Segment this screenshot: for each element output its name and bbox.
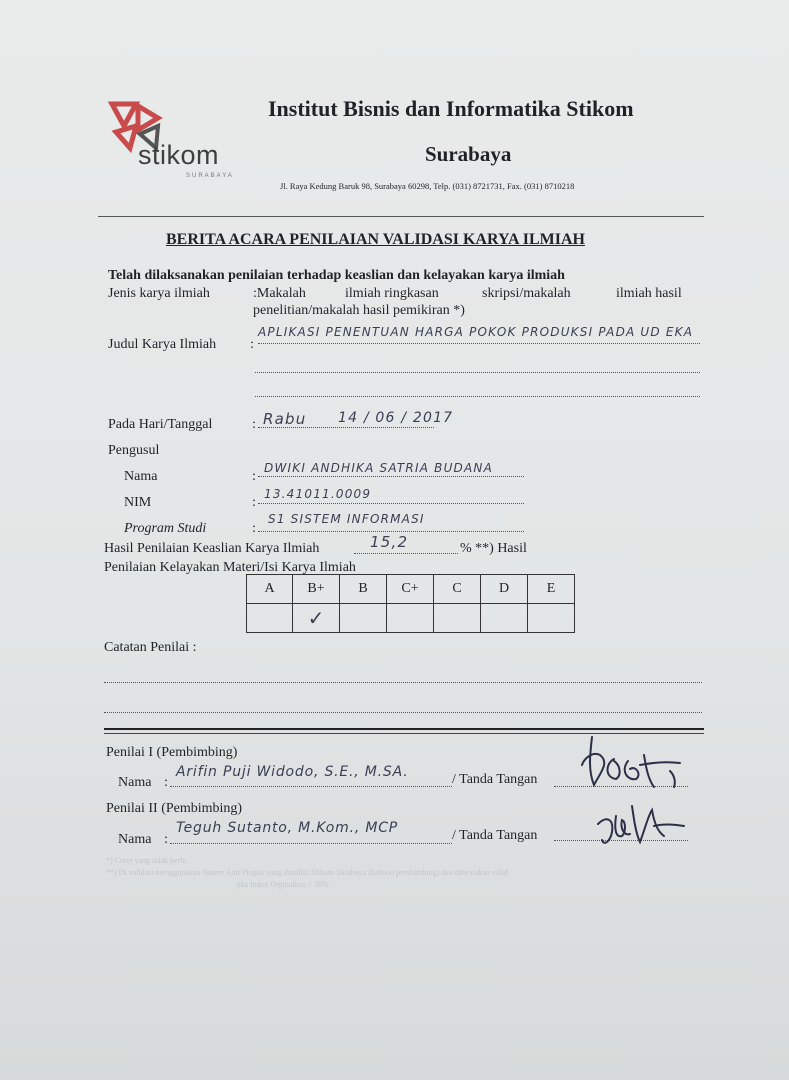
jenis-text-4: ilmiah hasil <box>616 286 682 301</box>
footnote-1: *) Coret yang tidak perlu <box>106 856 187 865</box>
penilai2-nama-value: Teguh Sutanto, M.Kom., MCP <box>176 820 399 836</box>
judul-line-2 <box>255 372 700 373</box>
header-divider <box>98 216 704 217</box>
grade-cell-d <box>481 604 528 633</box>
hasil-suffix: % **) Hasil <box>460 541 527 556</box>
kelayakan-label: Penilaian Kelayakan Materi/Isi Karya Ilmiah <box>104 560 356 575</box>
penilai1-nama-line <box>170 786 452 787</box>
nama-line <box>258 476 524 477</box>
institution-name: Institut Bisnis dan Informatika Stikom <box>268 96 634 121</box>
nama-value: DWIKI ANDHIKA SATRIA BUDANA <box>264 461 493 475</box>
tanggal-label: Pada Hari/Tanggal <box>108 417 213 432</box>
nim-line <box>258 503 524 504</box>
grade-header-c: C <box>434 575 481 604</box>
footnote-2: **) Di validasi menggunakan Sistem Anti Plagiat yang dimiliki Stikom Surabaya (bahwa) pembimbing) dan dinyatakan valid <box>106 868 508 877</box>
jenis-label: Jenis karya ilmiah <box>108 286 210 301</box>
tanggal-line <box>258 427 434 428</box>
catatan-line-1 <box>104 682 702 683</box>
page-title: BERITA ACARA PENILAIAN VALIDASI KARYA ILMIAH <box>166 231 585 248</box>
institution-address: Jl. Raya Kedung Baruk 98, Surabaya 60298, Telp. (031) 8721731, Fax. (031) 8710218 <box>280 181 575 191</box>
penilai1-nama-label: Nama <box>118 775 152 790</box>
signature-1 <box>570 735 690 797</box>
intro-text: Telah dilaksanakan penilaian terhadap keaslian dan kelayakan karya ilmiah <box>108 268 565 283</box>
penilai1-colon: : <box>164 775 168 790</box>
hasil-line <box>354 553 458 554</box>
grade-cell-b <box>340 604 387 633</box>
hasil-label: Hasil Penilaian Keaslian Karya Ilmiah <box>104 541 320 556</box>
tanggal-date: 14 / 06 / 2017 <box>338 410 454 426</box>
institution-city: Surabaya <box>425 142 512 166</box>
catatan-label: Catatan Penilai : <box>104 640 197 655</box>
divider-double-top <box>104 728 704 730</box>
grade-table <box>246 574 575 633</box>
grade-cell-c <box>434 604 481 633</box>
jenis-text-line2: penelitian/makalah hasil pemikiran *) <box>253 303 465 318</box>
nim-label: NIM <box>124 495 152 510</box>
grade-mark-row <box>247 604 575 633</box>
grade-header-a: A <box>247 575 293 604</box>
pengusul-label: Pengusul <box>108 443 160 458</box>
judul-line-3 <box>255 396 700 397</box>
penilai2-colon: : <box>164 832 168 847</box>
signature-2 <box>592 796 692 852</box>
judul-colon: : <box>250 337 254 352</box>
jenis-text-2: ilmiah ringkasan <box>345 286 439 301</box>
tanggal-colon: : <box>252 417 256 432</box>
prodi-label: Program Studi <box>124 521 207 536</box>
penilai2-tanda-label: / Tanda Tangan <box>452 828 538 843</box>
jenis-text-1: :Makalah <box>253 286 306 301</box>
grade-header-e: E <box>528 575 575 604</box>
footnote-3: jika Index Orginalitas < 30% <box>236 880 329 889</box>
logo-subtext: SURABAYA <box>186 173 234 179</box>
prodi-line <box>258 531 524 532</box>
prodi-value: S1 SISTEM INFORMASI <box>268 512 425 526</box>
hasil-value: 15,2 <box>370 533 409 551</box>
penilai2-heading: Penilai II (Pembimbing) <box>106 801 243 816</box>
grade-header-bplus: B+ <box>293 575 340 604</box>
judul-value: APLIKASI PENENTUAN HARGA POKOK PRODUKSI PADA UD EKA <box>258 325 694 339</box>
nim-value: 13.41011.0009 <box>264 487 372 501</box>
penilai1-nama-value: Arifin Puji Widodo, S.E., M.SA. <box>176 764 409 780</box>
checkmark-icon: ✓ <box>307 606 325 630</box>
penilai2-nama-line <box>170 843 452 844</box>
penilai1-heading: Penilai I (Pembimbing) <box>106 745 238 760</box>
grade-cell-bplus <box>293 604 340 633</box>
grade-cell-cplus <box>387 604 434 633</box>
jenis-text-3: skripsi/makalah <box>482 286 571 301</box>
grade-header-d: D <box>481 575 528 604</box>
penilai2-nama-label: Nama <box>118 832 152 847</box>
grade-cell-e <box>528 604 575 633</box>
document-page: stikom SURABAYA Institut Bisnis dan Informatika Stikom Surabaya Jl. Raya Kedung Baruk 98, Surabaya 60298, Telp. (031) 8721731, Fax. (031) 8710218 BERITA ACARA PENILAIAN VALIDASI KARYA ILMIAH Telah dilaksanakan penilaian terhadap keaslian dan kelayakan karya ilmiah Jenis karya ilmiah :Makalah ilmiah ringkasan skripsi/makalah ilmiah hasil penelitian/makalah hasil pemikiran *) Judul Karya Ilmiah : APLIKASI PENENTUAN HARGA POKOK PRODUKSI PADA UD EKA Pada Hari/Tanggal : Rabu 14 / 06 / 2017 Pengusul Nama : DWIKI ANDHIKA SATRIA BUDANA NIM : 13.41011.0009 Program Studi : S1 SISTEM INFORMASI Hasil Penilaian Keaslian Karya Ilmiah 15,2 % **) Hasil Penilaian Kelayakan Materi/Isi Karya Ilmiah A B+ B C+ C D E ✓ Catatan Penilai : Penilai I (Pembimbing) Nama : Arifin Puji Widodo, S.E., M.SA. / Tanda Tangan Penilai II (Pembimbing) Nama : Teguh Sutanto, M.Kom., MCP / Tanda Tangan *) Coret yang tidak perlu **) Di validasi menggunakan Sistem Anti Plagiat yang dimiliki Stikom Surabaya (bahwa) pembimbing) dan dinyatakan valid jika Index Orginalitas < 30% <box>0 0 789 1080</box>
grade-header-b: B <box>340 575 387 604</box>
catatan-line-2 <box>104 712 702 713</box>
nama-label: Nama <box>124 469 158 484</box>
grade-cell-a <box>247 604 293 633</box>
penilai1-tanda-label: / Tanda Tangan <box>452 772 538 787</box>
grade-header-cplus: C+ <box>387 575 434 604</box>
judul-line-1 <box>258 343 700 344</box>
logo-wordmark: stikom <box>138 140 220 170</box>
grade-header-row <box>247 575 575 604</box>
judul-label: Judul Karya Ilmiah <box>108 337 217 352</box>
divider-double-bottom <box>104 733 704 734</box>
tanggal-day: Rabu <box>263 410 307 428</box>
